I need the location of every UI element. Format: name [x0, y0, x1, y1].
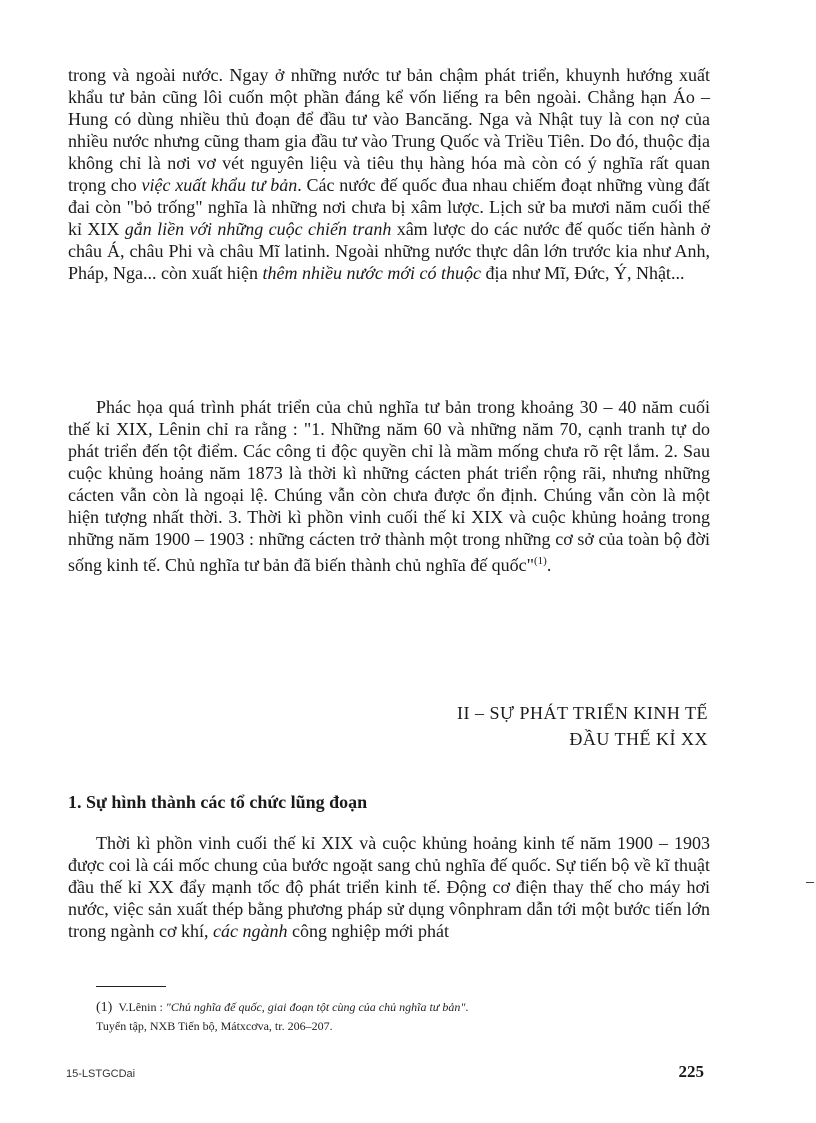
text-run: .: [546, 555, 552, 575]
italic-run: các ngành: [213, 921, 288, 941]
italic-run: gắn liền với những cuộc chiến tranh: [124, 219, 392, 239]
page-number: 225: [678, 1062, 704, 1081]
footnote-divider: [96, 986, 166, 987]
footnote-source: Tuyển tập, NXB Tiến bộ, Mátxcơva, tr. 206–207.: [96, 1019, 333, 1033]
paragraph-lenin-quote: [68, 396, 710, 576]
section-heading-line-2: ĐẦU THẾ KỈ XX: [569, 729, 708, 749]
text-run: xâm lược do các nước đế quốc tiến hành ở châu Á, châu Phi và châu Mĩ latinh. Ngoài những nước thực dân lớn trước kia như Anh, Pháp, Nga... còn xuất hiện: [68, 219, 710, 283]
footnote-author: V.Lênin :: [118, 1000, 166, 1014]
paragraph-colonies: [68, 64, 710, 284]
footnote-punctuation: .: [465, 1000, 469, 1014]
text-run: địa như Mĩ, Đức, Ý, Nhật...: [480, 263, 685, 283]
text-run: trong và ngoài nước. Ngay ở những nước tư bản chậm phát triển, khuynh hướng xuất khẩu tư bản cũng lôi cuốn một phần đáng kể vốn liếng ra bên ngoài. Chẳng hạn Áo – Hung có dùng nhiều thủ đoạn để đầu tư vào Bancăng. Nga và Nhật tuy là con nợ của nhiều nước nhưng cũng tham gia đầu tư vào Trung Quốc và Triều Tiên. Do đó, thuộc địa không chỉ là nơi vơ vét nguyên liệu và tiêu thụ hàng hóa mà còn có ý nghĩa rất quan trọng cho: [68, 65, 710, 195]
footnote-title: "Chủ nghĩa đế quốc, giai đoạn tột cùng của chủ nghĩa tư bản": [165, 1000, 466, 1014]
text-run: . Các nước đế quốc đua nhau chiếm đoạt những vùng đất đai còn "bỏ trống" nghĩa là những nơi chưa bị xâm lược. Lịch sử ba mươi năm cuối thế kỉ XIX: [68, 175, 710, 239]
margin-mark: [806, 882, 814, 883]
footnote-mark: (1): [96, 1000, 113, 1015]
footnote-reference: (1): [534, 555, 547, 567]
italic-run: thêm nhiều nước mới có thuộc: [262, 263, 481, 283]
subsection-heading: 1. Sự hình thành các tổ chức lũng đoạn: [68, 792, 368, 812]
footnote: [96, 998, 696, 1035]
paragraph-monopolies: [68, 832, 710, 942]
section-heading-line-1: II – SỰ PHÁT TRIỂN KINH TẾ: [457, 703, 708, 723]
text-run: công nghiệp mới phát: [287, 921, 449, 941]
text-run: Phác họa quá trình phát triển của chủ nghĩa tư bản trong khoảng 30 – 40 năm cuối thế kỉ XIX, Lênin chỉ ra rằng : "1. Những năm 60 và những năm 70, cạnh tranh tự do phát triển đến tột điểm. Các công ti độc quyền chỉ là mầm mống chưa rõ rệt lắm. 2. Sau cuộc khủng hoảng năm 1873 là thời kì những cácten phát triển rộng rãi, nhưng những cácten vẫn còn là ngoại lệ. Chúng vẫn còn chưa được ổn định. Chúng vẫn còn là một hiện tượng nhất thời. 3. Thời kì phồn vinh cuối thế kỉ XIX và cuộc khủng hoảng trong những năm 1900 – 1903 : những cácten trở thành một trong những cơ sở của toàn bộ đời sống kinh tế. Chủ nghĩa tư bản đã biến thành chủ nghĩa đế quốc": [68, 397, 710, 575]
italic-run: việc xuất khẩu tư bản: [141, 175, 298, 195]
printer-code: 15-LSTGCDai: [66, 1068, 136, 1080]
text-run: Thời kì phồn vinh cuối thế kỉ XIX và cuộc khủng hoảng kinh tế năm 1900 – 1903 được coi là cái mốc chung của bước ngoặt sang chủ nghĩa đế quốc. Sự tiến bộ về kĩ thuật đầu thế kỉ XX đẩy mạnh tốc độ phát triển kinh tế. Động cơ điện thay thế cho máy hơi nước, việc sản xuất thép bằng phương pháp sử dụng vônphram dẫn tới một bước tiến lớn trong ngành cơ khí,: [68, 833, 710, 941]
